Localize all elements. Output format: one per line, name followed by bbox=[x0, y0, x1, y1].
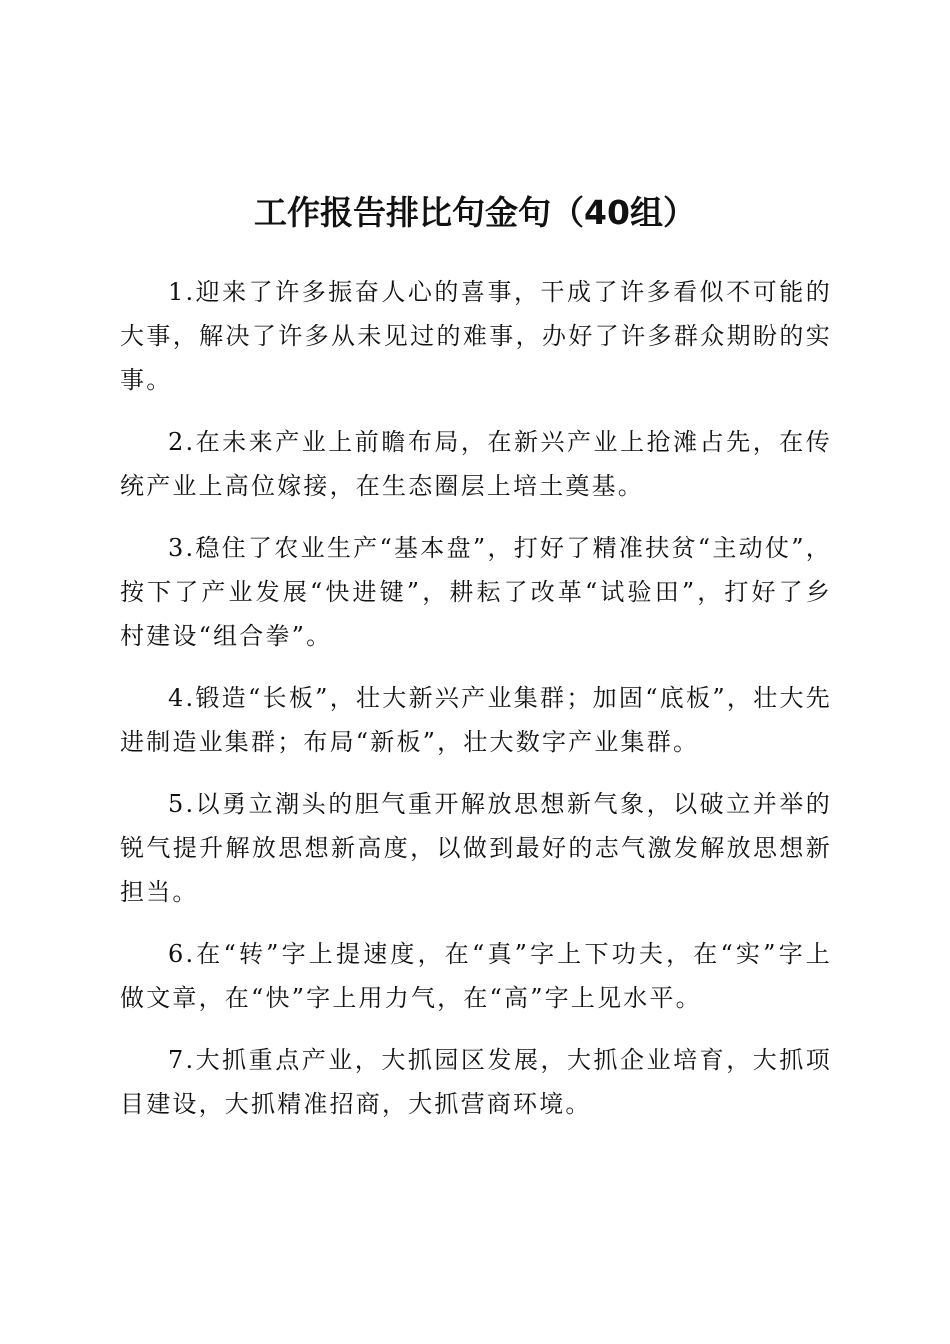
paragraph-2: 2.在未来产业上前瞻布局，在新兴产业上抢滩占先，在传统产业上高位嫁接，在生态圈层上培土奠基。 bbox=[120, 428, 832, 500]
paragraph-5: 5.以勇立潮头的胆气重开解放思想新气象，以破立并举的锐气提升解放思想新高度，以做到最好的志气激发解放思想新担当。 bbox=[120, 790, 832, 906]
paragraph-6: 6.在“转”字上提速度，在“真”字上下功夫，在“实”字上做文章，在“快”字上用力气，在“高”字上见水平。 bbox=[120, 940, 832, 1012]
document-title: 工作报告排比句金句（40组） bbox=[254, 193, 696, 232]
paragraph-1: 1.迎来了许多振奋人心的喜事，干成了许多看似不可能的大事，解决了许多从未见过的难事，办好了许多群众期盼的实事。 bbox=[120, 278, 832, 394]
paragraph-7: 7.大抓重点产业，大抓园区发展，大抓企业培育，大抓项目建设，大抓精准招商，大抓营商环境。 bbox=[120, 1046, 832, 1118]
paragraph-4: 4.锻造“长板”，壮大新兴产业集群；加固“底板”，壮大先进制造业集群；布局“新板”，壮大数字产业集群。 bbox=[120, 684, 832, 756]
paragraph-3: 3.稳住了农业生产“基本盘”，打好了精准扶贫“主动仗”，按下了产业发展“快进键”，耕耘了改革“试验田”，打好了乡村建设“组合拳”。 bbox=[120, 534, 832, 650]
document-body bbox=[120, 270, 832, 1144]
